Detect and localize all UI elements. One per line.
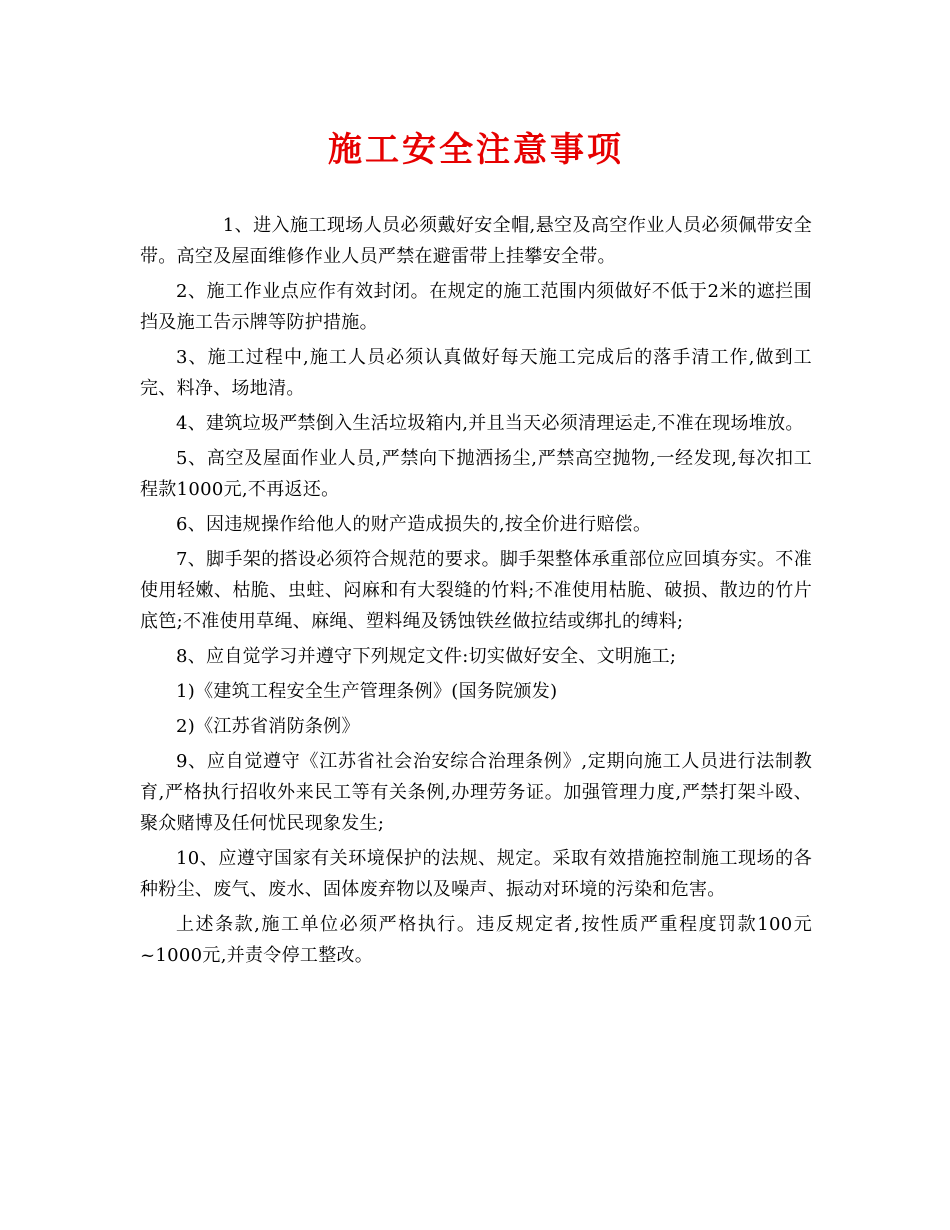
paragraph-subitem-1: 1)《建筑工程安全生产管理条例》(国务院颁发) (176, 681, 558, 702)
paragraph-item-6: 6、因违规操作给他人的财产造成损失的,按全价进行赔偿。 (176, 514, 652, 535)
paragraph-item-5: 5、高空及屋面作业人员,严禁向下抛洒扬尘,严禁高空抛物,一经发现,每次扣工程款1000元,不再返还。 (140, 448, 812, 500)
paragraph-item-3: 3、施工过程中,施工人员必须认真做好每天施工完成后的落手清工作,做到工完、料净、场地清。 (140, 347, 812, 399)
paragraph-item-2: 2、施工作业点应作有效封闭。在规定的施工范围内须做好不低于2米的遮拦围挡及施工告示牌等防护措施。 (140, 281, 812, 333)
document-body (140, 210, 812, 971)
paragraph-subitem-2: 2)《江苏省消防条例》 (176, 716, 360, 737)
document-page (140, 120, 812, 975)
paragraph-item-10: 10、应遵守国家有关环境保护的法规、规定。采取有效措施控制施工现场的各种粉尘、废气、废水、固体废弃物以及噪声、振动对环境的污染和危害。 (140, 848, 812, 900)
paragraph-summary: 上述条款,施工单位必须严格执行。违反规定者,按性质严重程度罚款100元~1000元,并责令停工整改。 (140, 914, 812, 966)
paragraph-item-4: 4、建筑垃圾严禁倒入生活垃圾箱内,并且当天必须清理运走,不准在现场堆放。 (176, 413, 804, 434)
paragraph-item-1: 1、进入施工现场人员必须戴好安全帽,悬空及高空作业人员必须佩带安全带。高空及屋面维修作业人员严禁在避雷带上挂攀安全带。 (140, 215, 812, 267)
paragraph-item-9: 9、应自觉遵守《江苏省社会治安综合治理条例》,定期向施工人员进行法制教育,严格执行招收外来民工等有关条例,办理劳务证。加强管理力度,严禁打架斗殴、聚众赌博及任何忧民现象发生; (140, 751, 812, 834)
document-title: 施工安全注意事项 (328, 130, 624, 170)
paragraph-item-8: 8、应自觉学习并遵守下列规定文件:切实做好安全、文明施工; (176, 646, 677, 667)
paragraph-item-7: 7、脚手架的搭设必须符合规范的要求。脚手架整体承重部位应回填夯实。不准使用轻嫩、枯脆、虫蛀、闷麻和有大裂缝的竹料;不准使用枯脆、破损、散边的竹片底笆;不准使用草绳、麻绳、塑料绳及锈蚀铁丝做拉结或绑扎的缚料; (140, 549, 812, 632)
